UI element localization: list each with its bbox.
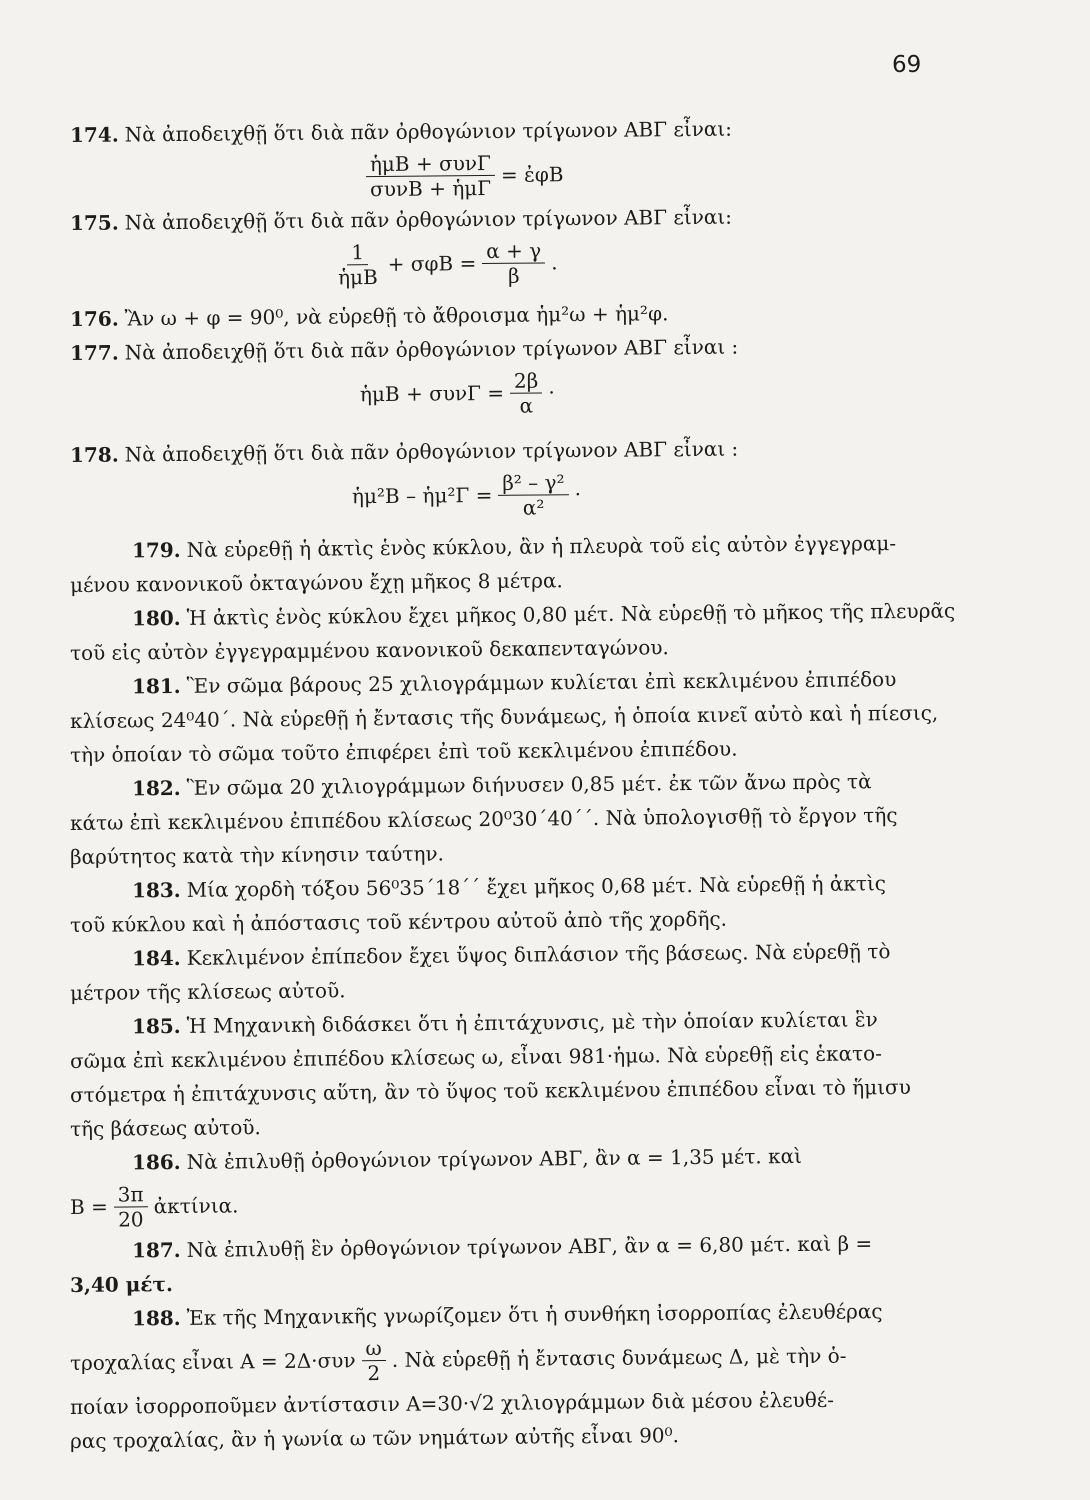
exercise-184-cont: μέτρον τῆς κλίσεως αὐτοῦ. [69,978,346,1005]
exercise-number: 186. [131,1149,181,1175]
exercise-text: Ἂν ω + φ = 90⁰, νὰ εὑρεθῇ τὸ ἄθροισμα ἡμ²ω + ἡμ²φ. [124,301,669,331]
exercise-number: 178. [69,442,119,467]
exercise-179: 179. Νὰ εὑρεθῇ ἡ ἀκτὶς ἑνὸς κύκλου, ἂν ἡ πλευρὰ τοῦ εἰς αὐτὸν ἐγγεγραμ- [131,531,897,563]
exercise-188: 188. Ἐκ τῆς Μηχανικῆς γνωρίζομεν ὅτι ἡ συνθήκη ἰσορροπίας ἐλευθέρας [131,1299,883,1331]
exercise-text: Νὰ ἀποδειχθῇ ὅτι διὰ πᾶν ὀρθογώνιον τρίγωνον ΑΒΓ εἶναι: [124,204,732,235]
formula-174 [70,144,950,206]
exercise-number: 187. [131,1237,181,1263]
exercise-188-cont: τροχαλίας εἶναι Α = 2Δ·συν $\frac{\omega}{2}$ . Νὰ εὑρεθῇ ἡ ἔντασις δυνάμεως Δ, μὲ τὴν ὁ- [69,1335,847,1385]
exercise-181-cont: τὴν ὁποίαν τὸ σῶμα τοῦτο ἐπιφέρει ἐπὶ τοῦ κεκλιμένου ἐπιπέδου. [69,736,738,767]
exercise-186-cont: Β = $\frac{3\pi}{20}$ ἀκτίνια. [69,1181,239,1232]
exercise-183: 183. Μία χορδὴ τόξου 56⁰35΄18΄΄ ἔχει μῆκος 0,68 μέτ. Νὰ εὑρεθῇ ἡ ἀκτὶς [131,871,887,903]
exercise-182-cont: κάτω ἐπὶ κεκλιμένου ἐπιπέδου κλίσεως 20⁰30΄40΄΄. Νὰ ὑπολογισθῇ τὸ ἔργον τῆς [69,803,898,835]
fraction: $\frac{\text{β² – γ²}}{\text{α²}}$ [498,470,569,520]
exercise-185-cont: σῶμα ἐπὶ κεκλιμένου ἐπιπέδου κλίσεως ω, εἶναι 981·ἡμω. Νὰ εὑρεθῇ εἰς ἑκατο- [69,1041,883,1073]
exercise-number: 183. [131,877,181,903]
exercise-187: 187. Νὰ ἐπιλυθῇ ἓν ὀρθογώνιον τρίγωνον ΑΒΓ, ἂν α = 6,80 μέτ. καὶ β = [131,1231,873,1263]
formula-rhs: = ἐφΒ [500,162,564,187]
exercise-180-cont: τοῦ εἰς αὐτὸν ἐγγεγραμμένου κανονικοῦ δεκαπενταγώνου. [69,635,669,665]
exercise-185-cont: τῆς βάσεως αὐτοῦ. [69,1115,261,1141]
formula-175: $\frac{1}{\text{ἡμΒ}}$ + σφΒ = $\frac{\alpha + \gamma}{\beta}$ . [70,232,950,294]
formula-178: ἡμ²Β – ἡμ²Γ = $\frac{\text{β² – γ²}}{\text{α²}}$ · [351,469,582,520]
exercise-179-cont: μένου κανονικοῦ ὀκταγώνου ἔχῃ μῆκος 8 μέτρα. [69,568,563,597]
fraction: $\frac{\text{ἡμΒ + συνΓ}}{\text{συνΒ + ἡμΓ}}$ [366,150,495,200]
exercise-text: Νὰ ἀποδειχθῇ ὅτι διὰ πᾶν ὀρθογώνιον τρίγωνον ΑΒΓ εἶναι : [124,334,739,365]
fraction: $\frac{3\pi}{20}$ [114,1182,148,1231]
exercise-number: 177. [69,340,119,365]
exercise-text: Νὰ ἀποδειχθῇ ὅτι διὰ πᾶν ὀρθογώνιον τρίγωνον ΑΒΓ εἶναι: [124,116,732,147]
exercise-182-cont: βαρύτητος κατὰ τὴν κίνησιν ταύτην. [69,841,445,869]
exercise-number: 175. [69,210,119,235]
exercise-number: 184. [131,945,181,971]
exercise-number: 188. [131,1305,181,1331]
page-number: 69 [892,52,922,78]
exercise-186: 186. Νὰ ἐπιλυθῇ ὀρθογώνιον τρίγωνον ΑΒΓ, ἂν α = 1,35 μέτ. καὶ [131,1143,803,1175]
exercise-188-cont: ρας τροχαλίας, ἂν ἡ γωνία ω τῶν νημάτων αὐτῆς εἶναι 90⁰. [69,1423,680,1453]
fraction: $\frac{1}{\text{ἡμΒ}}$ [337,239,378,289]
exercise-188-cont: ποίαν ἰσορροποῦμεν ἀντίστασιν Α=30·√2 χιλιογράμμων διὰ μέσου ἐλευθέ- [69,1387,835,1419]
exercise-184: 184. Κεκλιμένον ἐπίπεδον ἔχει ὕψος διπλάσιον τῆς βάσεως. Νὰ εὑρεθῇ τὸ [131,939,891,971]
formula-177: ἡμΒ + συνΓ = $\frac{2\beta}{\alpha}$ · [359,368,555,418]
exercise-181: 181. Ἓν σῶμα βάρους 25 χιλιογράμμων κυλίεται ἐπὶ κεκλιμένου ἐπιπέδου [131,667,897,699]
fraction: $\frac{\alpha + \gamma}{\beta}$ [482,238,545,288]
exercise-185: 185. Ἡ Μηχανικὴ διδάσκει ὅτι ἡ ἐπιτάχυνσις, μὲ τὴν ὁποίαν κυλίεται ἓν [131,1007,878,1039]
exercise-number: 181. [131,673,181,699]
exercise-181-cont: κλίσεως 24⁰40΄. Νὰ εὑρεθῇ ἡ ἔντασις τῆς δυνάμεως, ἡ ὁποία κινεῖ αὐτὸ καὶ ἡ πίεσις, [69,700,939,733]
exercise-text: Νὰ ἀποδειχθῇ ὅτι διὰ πᾶν ὀρθογώνιον τρίγωνον ΑΒΓ εἶναι : [124,436,739,467]
exercise-number: 185. [131,1013,181,1039]
exercise-number: 176. [69,306,119,331]
exercise-number: 179. [131,537,181,563]
exercise-number: 180. [131,605,181,631]
exercise-183-cont: τοῦ κύκλου καὶ ἡ ἀπόστασις τοῦ κέντρου αὐτοῦ ἀπὸ τῆς χορδῆς. [69,906,728,937]
exercise-number: 174. [69,122,119,147]
exercise-182: 182. Ἓν σῶμα 20 χιλιογράμμων διήνυσεν 0,85 μέτ. ἐκ τῶν ἄνω πρὸς τὰ [131,769,872,801]
exercise-number: 182. [131,775,181,801]
exercise-187-cont: 3,40 μέτ. [69,1272,174,1297]
exercise-180: 180. Ἡ ἀκτὶς ἑνὸς κύκλου ἔχει μῆκος 0,80 μέτ. Νὰ εὑρεθῇ τὸ μῆκος τῆς πλευρᾶς [131,598,956,631]
fraction: $\frac{2\beta}{\alpha}$ [510,368,543,417]
exercise-list [69,116,956,1458]
exercise-185-cont: στόμετρα ἡ ἐπιτάχυνσις αὕτη, ἂν τὸ ὕψος τοῦ κεκλιμένου ἐπιπέδου εἶναι τὸ ἥμισυ [69,1074,911,1107]
fraction: $\frac{\omega}{2}$ [361,1335,386,1384]
